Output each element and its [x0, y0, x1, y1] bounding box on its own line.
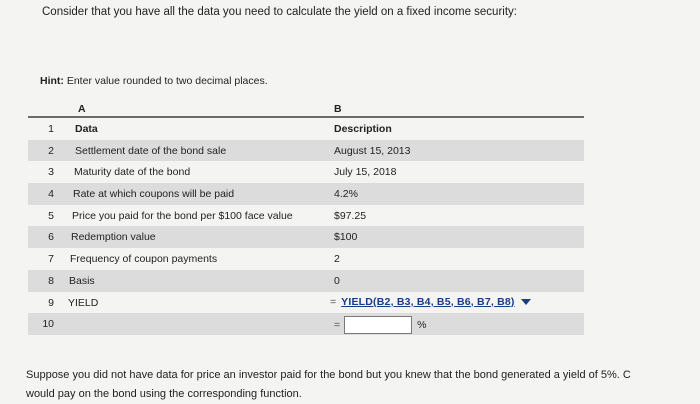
row-number: 8: [48, 274, 54, 287]
cell-b: August 15, 2013: [334, 144, 411, 157]
cell-a: Rate at which coupons will be paid: [73, 188, 235, 201]
cell-a: Settlement date of the bond sale: [75, 144, 227, 157]
yield-formula-cell[interactable]: [330, 296, 531, 308]
equals-sign: =: [334, 319, 341, 332]
cell-a: YIELD: [68, 296, 99, 309]
followup-line-1: Suppose you did not have data for price an investor paid for the bond but you knew that the bond generated a yield of 5%. C: [26, 369, 631, 381]
column-header-a: A: [78, 103, 86, 115]
row-number: 3: [48, 166, 54, 179]
cell-b: July 15, 2018: [334, 166, 397, 179]
table-row: [28, 205, 584, 227]
cell-a: Price you paid for the bond per $100 face value: [72, 209, 293, 222]
cell-a: Maturity date of the bond: [74, 166, 191, 179]
cell-b: $97.25: [334, 209, 367, 222]
yield-formula: YIELD(B2, B3, B4, B5, B6, B7, B8): [341, 295, 515, 308]
spreadsheet-table: [28, 98, 584, 335]
hint-body: Enter value rounded to two decimal places.: [63, 75, 268, 87]
row-number: 10: [42, 318, 54, 331]
answer-cell: [334, 316, 426, 334]
followup-line-2: would pay on the bond using the corresponding function.: [26, 388, 302, 400]
column-header-b: B: [334, 103, 342, 115]
table-row: [28, 292, 584, 314]
column-header-row: [28, 98, 584, 116]
intro-text: Consider that you have all the data you need to calculate the yield on a fixed income security:: [42, 6, 517, 18]
row-number: 4: [48, 188, 54, 201]
table-row: [28, 313, 584, 335]
row-number: 6: [48, 231, 54, 244]
cell-a: Data: [75, 123, 98, 135]
table-row: [28, 248, 584, 270]
cell-b: 2: [334, 253, 340, 266]
row-number: 7: [48, 253, 54, 266]
percent-unit: %: [417, 319, 427, 332]
row-number: 1: [48, 123, 54, 135]
hint-text: [40, 75, 268, 87]
cell-b: 4.2%: [334, 188, 358, 201]
table-row: [28, 140, 584, 162]
followup-question: [26, 366, 700, 404]
table-row: [28, 226, 584, 248]
cell-a: Redemption value: [71, 231, 156, 244]
hint-label: Hint:: [40, 75, 64, 87]
row-number: 5: [48, 209, 54, 222]
row-number: 9: [48, 296, 54, 309]
cell-b: Description: [334, 123, 392, 135]
cell-a: Basis: [69, 274, 95, 287]
cell-a: Frequency of coupon payments: [70, 253, 218, 266]
row-number: 2: [48, 144, 54, 157]
cell-b: $100: [334, 231, 358, 244]
equals-sign: =: [330, 295, 337, 308]
yield-answer-input[interactable]: [344, 316, 412, 334]
table-row: [28, 161, 584, 183]
dropdown-arrow-icon[interactable]: [521, 299, 531, 305]
table-row: [28, 270, 584, 292]
table-row: [28, 183, 584, 205]
table-row: [28, 118, 584, 140]
cell-b: 0: [334, 274, 340, 287]
